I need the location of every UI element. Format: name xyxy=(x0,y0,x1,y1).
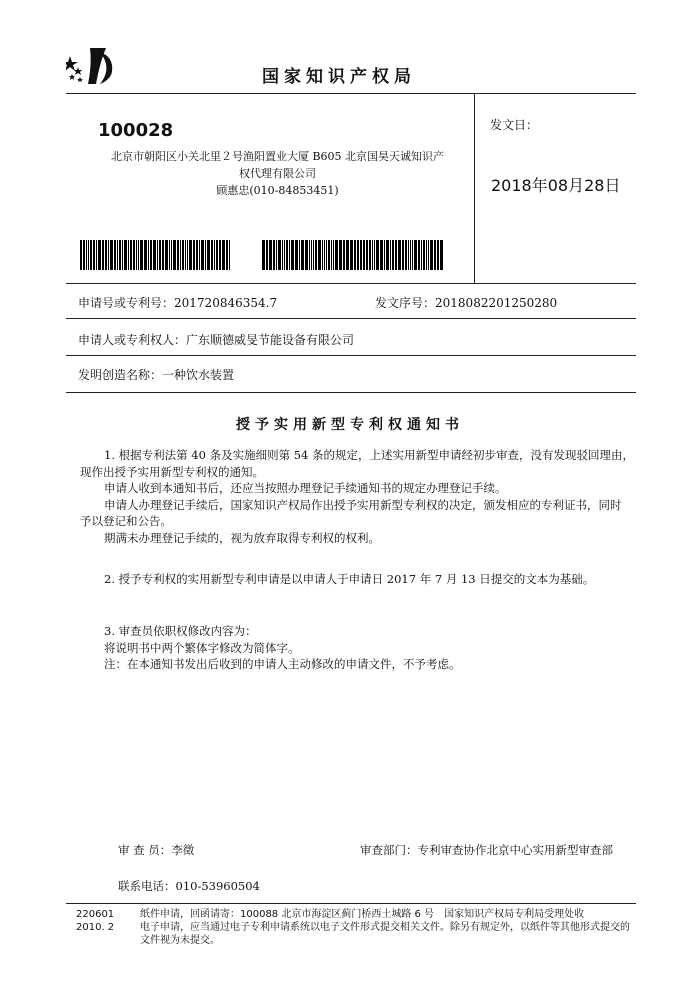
barcode-bar xyxy=(295,240,298,270)
barcode-bar xyxy=(211,240,213,270)
barcode-bar xyxy=(185,240,186,270)
barcode-bar xyxy=(86,240,87,270)
barcode-bar xyxy=(311,240,312,270)
footer-rule xyxy=(66,903,636,904)
header-divider xyxy=(474,93,475,283)
barcode-bar xyxy=(128,240,129,270)
barcode-bar xyxy=(421,240,422,270)
department-name: 专利审查协作北京中心实用新型审查部 xyxy=(417,843,613,857)
barcode-bar xyxy=(346,240,349,270)
invention-title-value: 一种饮水装置 xyxy=(162,368,235,382)
barcode-bar xyxy=(136,240,137,270)
department-label: 审查部门： xyxy=(360,843,418,857)
barcode-bar xyxy=(124,240,127,270)
footer-line-3: 文件视为未提交。 xyxy=(140,935,220,946)
barcode-bar xyxy=(384,240,385,270)
barcode-bar xyxy=(335,240,338,270)
barcode-bar xyxy=(80,240,82,270)
applicant-row xyxy=(78,331,354,348)
barcode-bar xyxy=(398,240,401,270)
barcode-bar xyxy=(324,240,325,270)
barcode-bar xyxy=(219,240,221,270)
recipient-postcode: 100028 xyxy=(98,120,174,141)
cnipa-logo-icon xyxy=(66,46,116,86)
department-row xyxy=(360,842,613,858)
barcode-bar xyxy=(229,240,230,270)
paragraph-1-line-a: 1. 根据专利法第 40 条及实施细则第 54 条的规定，上述实用新型申请经初步审查，没有发现驳回理由， xyxy=(104,448,635,462)
barcode-bar xyxy=(313,240,314,270)
barcode-bar xyxy=(423,240,425,270)
header-rule xyxy=(66,93,636,94)
form-code xyxy=(76,908,114,934)
notice-paragraph-1 xyxy=(80,447,640,546)
barcode-bar xyxy=(93,240,95,270)
barcode-bar xyxy=(96,240,97,270)
barcode-bar xyxy=(144,240,147,270)
field-rule-4 xyxy=(66,392,636,393)
barcode-bar xyxy=(122,240,123,270)
applicant-value: 广东顺德威旻节能设备有限公司 xyxy=(186,333,355,347)
barcode-bar xyxy=(343,240,345,270)
barcode-bar xyxy=(390,240,391,270)
barcode-bar xyxy=(196,240,198,270)
barcode-bar xyxy=(130,240,132,270)
paragraph-1-line-b: 现作出授予实用新型专利权的通知。 xyxy=(80,464,264,479)
notice-title: 授予实用新型专利权通知书 xyxy=(236,417,464,433)
barcode-bar xyxy=(282,240,283,270)
barcode-bar xyxy=(301,240,304,270)
dispatch-date-label: 发文日： xyxy=(490,118,539,132)
barcode-bar xyxy=(98,240,101,270)
form-code-version: 2010. 2 xyxy=(76,922,115,933)
barcode-bar xyxy=(262,240,265,270)
barcode-bar xyxy=(90,240,92,270)
barcode-bar xyxy=(278,240,281,270)
paragraph-1-line-f: 期满未办理登记手续的，视为放弃取得专利权的权利。 xyxy=(104,530,380,545)
barcode-bar xyxy=(171,240,172,270)
paragraph-3-line-c: 注：在本通知书发出后收到的申请人主动修改的申请文件，不予考虑。 xyxy=(104,657,461,671)
notice-paragraph-3 xyxy=(80,623,640,673)
address-line-1: 北京市朝阳区小关北里２号渔阳置业大厦 B605 北京国昊天诚知识产 xyxy=(110,150,445,163)
barcode-bar xyxy=(180,240,181,270)
barcode-bar xyxy=(299,240,300,270)
barcode-bar xyxy=(426,240,427,270)
barcode-bar xyxy=(140,240,143,270)
dispatch-date: 2018年08月28日 xyxy=(491,176,621,195)
barcode-bar xyxy=(380,240,383,270)
barcode-bar xyxy=(284,240,285,270)
recipient-address xyxy=(90,148,465,199)
barcode-bar xyxy=(222,240,225,270)
barcode-bar xyxy=(162,240,164,270)
field-rule-3 xyxy=(66,355,636,356)
barcode-bar xyxy=(350,240,353,270)
barcode-bar xyxy=(276,240,277,270)
application-number-value: 201720846354.7 xyxy=(174,296,278,310)
barcode-bar xyxy=(189,240,192,270)
barcode-bar xyxy=(291,240,294,270)
address-line-2: 权代理有限公司 xyxy=(239,167,316,180)
paragraph-1-line-c: 申请人收到本通知书后，还应当按照办理登记手续通知书的规定办理登记手续。 xyxy=(104,481,507,495)
barcode-bar xyxy=(408,240,409,270)
examiner-label: 审 查 员： xyxy=(118,843,172,857)
barcode-bar xyxy=(153,240,156,270)
barcode-bar xyxy=(339,240,342,270)
serial-number-row xyxy=(375,294,557,311)
barcode-bar xyxy=(177,240,179,270)
barcode-bar xyxy=(374,240,375,270)
barcode-bar xyxy=(266,240,268,270)
barcode-bar xyxy=(193,240,195,270)
barcode-bar xyxy=(357,240,359,270)
barcode-bar xyxy=(105,240,107,270)
barcode-right xyxy=(262,240,444,270)
barcode-bar xyxy=(414,240,417,270)
applicant-label: 申请人或专利权人： xyxy=(78,333,187,347)
examiner-name: 李徵 xyxy=(171,843,195,857)
barcode-bar xyxy=(328,240,330,270)
barcode-bar xyxy=(269,240,272,270)
barcode-bar xyxy=(395,240,397,270)
barcode-bar xyxy=(108,240,109,270)
serial-number-value: 2018082201250280 xyxy=(435,296,558,310)
barcode-bar xyxy=(318,240,321,270)
paragraph-1-line-d: 申请人办理登记手续后，国家知识产权局作出授予实用新型专利权的决定，颁发相应的专利证书，同时 xyxy=(104,497,622,512)
address-contact: 顾惠忠(010-84853451) xyxy=(216,184,339,197)
barcode-bar xyxy=(366,240,368,270)
barcode-bar xyxy=(372,240,373,270)
barcode-bar xyxy=(169,240,170,270)
barcode-bar xyxy=(363,240,365,270)
barcode-bar xyxy=(386,240,389,270)
barcode-bar xyxy=(410,240,411,270)
barcode-bar xyxy=(286,240,288,270)
barcode-bar xyxy=(322,240,323,270)
barcode-bar xyxy=(114,240,116,270)
barcode-bar xyxy=(402,240,404,270)
footer-notes xyxy=(140,908,640,947)
barcode-bar xyxy=(226,240,228,270)
barcode-bar xyxy=(309,240,310,270)
notice-paragraph-2: 2. 授予专利权的实用新型专利申请是以申请人于申请日 2017 年 7 月 13 日提交的文本为基础。 xyxy=(104,572,595,586)
invention-title-label: 发明创造名称： xyxy=(78,368,163,382)
barcode-bar xyxy=(326,240,327,270)
barcode-bar xyxy=(418,240,420,270)
barcode-bar xyxy=(331,240,332,270)
paragraph-3-line-b: 将说明书中两个繁体字修改为简体字。 xyxy=(104,640,300,655)
barcode-bar xyxy=(214,240,215,270)
barcode-bar xyxy=(216,240,218,270)
barcode-bar xyxy=(83,240,85,270)
barcode-bar xyxy=(119,240,121,270)
invention-title-row xyxy=(78,366,234,383)
field-rule-2 xyxy=(66,318,636,319)
phone-row xyxy=(118,878,260,894)
barcode-bar xyxy=(354,240,356,270)
barcode-bar xyxy=(205,240,206,270)
paragraph-1-line-e: 予以登记和公告。 xyxy=(80,514,172,528)
barcode-bar xyxy=(88,240,89,270)
office-name: 国家知识产权局 xyxy=(262,67,416,87)
barcode-bar xyxy=(207,240,210,270)
barcode-left xyxy=(80,240,231,270)
barcode-bar xyxy=(273,240,275,270)
barcode-bar xyxy=(201,240,204,270)
barcode-bar xyxy=(150,240,152,270)
barcode-bar xyxy=(199,240,200,270)
barcode-bar xyxy=(133,240,135,270)
barcode-bar xyxy=(289,240,290,270)
barcode-bar xyxy=(430,240,433,270)
barcode-bar xyxy=(110,240,113,270)
paragraph-3-line-a: 3. 审查员依职权修改内容为： xyxy=(104,624,257,638)
barcode-bar xyxy=(165,240,168,270)
barcode-bar xyxy=(159,240,161,270)
barcode-bar xyxy=(102,240,104,270)
barcode-bar xyxy=(333,240,334,270)
barcode-bar xyxy=(405,240,407,270)
barcode-bar xyxy=(428,240,429,270)
phone-label: 联系电话： xyxy=(118,879,176,893)
footer-line-2: 电子申请，应当通过电子专利申请系统以电子文件形式提交相关文件。除另有规定外，以纸件等其他形式提交的 xyxy=(140,922,630,933)
barcode-bar xyxy=(173,240,176,270)
barcode-bar xyxy=(117,240,118,270)
serial-number-label: 发文序号： xyxy=(375,296,436,310)
phone-value: 010-53960504 xyxy=(175,879,260,893)
application-number-row xyxy=(78,294,277,311)
barcode-bar xyxy=(182,240,184,270)
barcode-bar xyxy=(412,240,413,270)
form-code-number: 220601 xyxy=(76,909,115,920)
barcode-bar xyxy=(369,240,371,270)
barcode-bar xyxy=(148,240,149,270)
field-rule-1 xyxy=(66,283,636,284)
barcode-bar xyxy=(434,240,436,270)
barcode-bar xyxy=(315,240,317,270)
barcode-bar xyxy=(187,240,188,270)
application-number-label: 申请号或专利号： xyxy=(78,296,175,310)
barcode-bar xyxy=(157,240,158,270)
barcode-bar xyxy=(305,240,308,270)
barcode-bar xyxy=(392,240,394,270)
barcode-bar xyxy=(138,240,139,270)
barcode-bar xyxy=(376,240,379,270)
barcode-bar xyxy=(437,240,439,270)
examiner-row xyxy=(118,842,194,858)
barcode-bar xyxy=(440,240,443,270)
footer-line-1: 纸件申请，回函请寄：100088 北京市海淀区蓟门桥西土城路 6 号 国家知识产权局专利局受理处收 xyxy=(140,909,585,920)
barcode-bar xyxy=(360,240,362,270)
